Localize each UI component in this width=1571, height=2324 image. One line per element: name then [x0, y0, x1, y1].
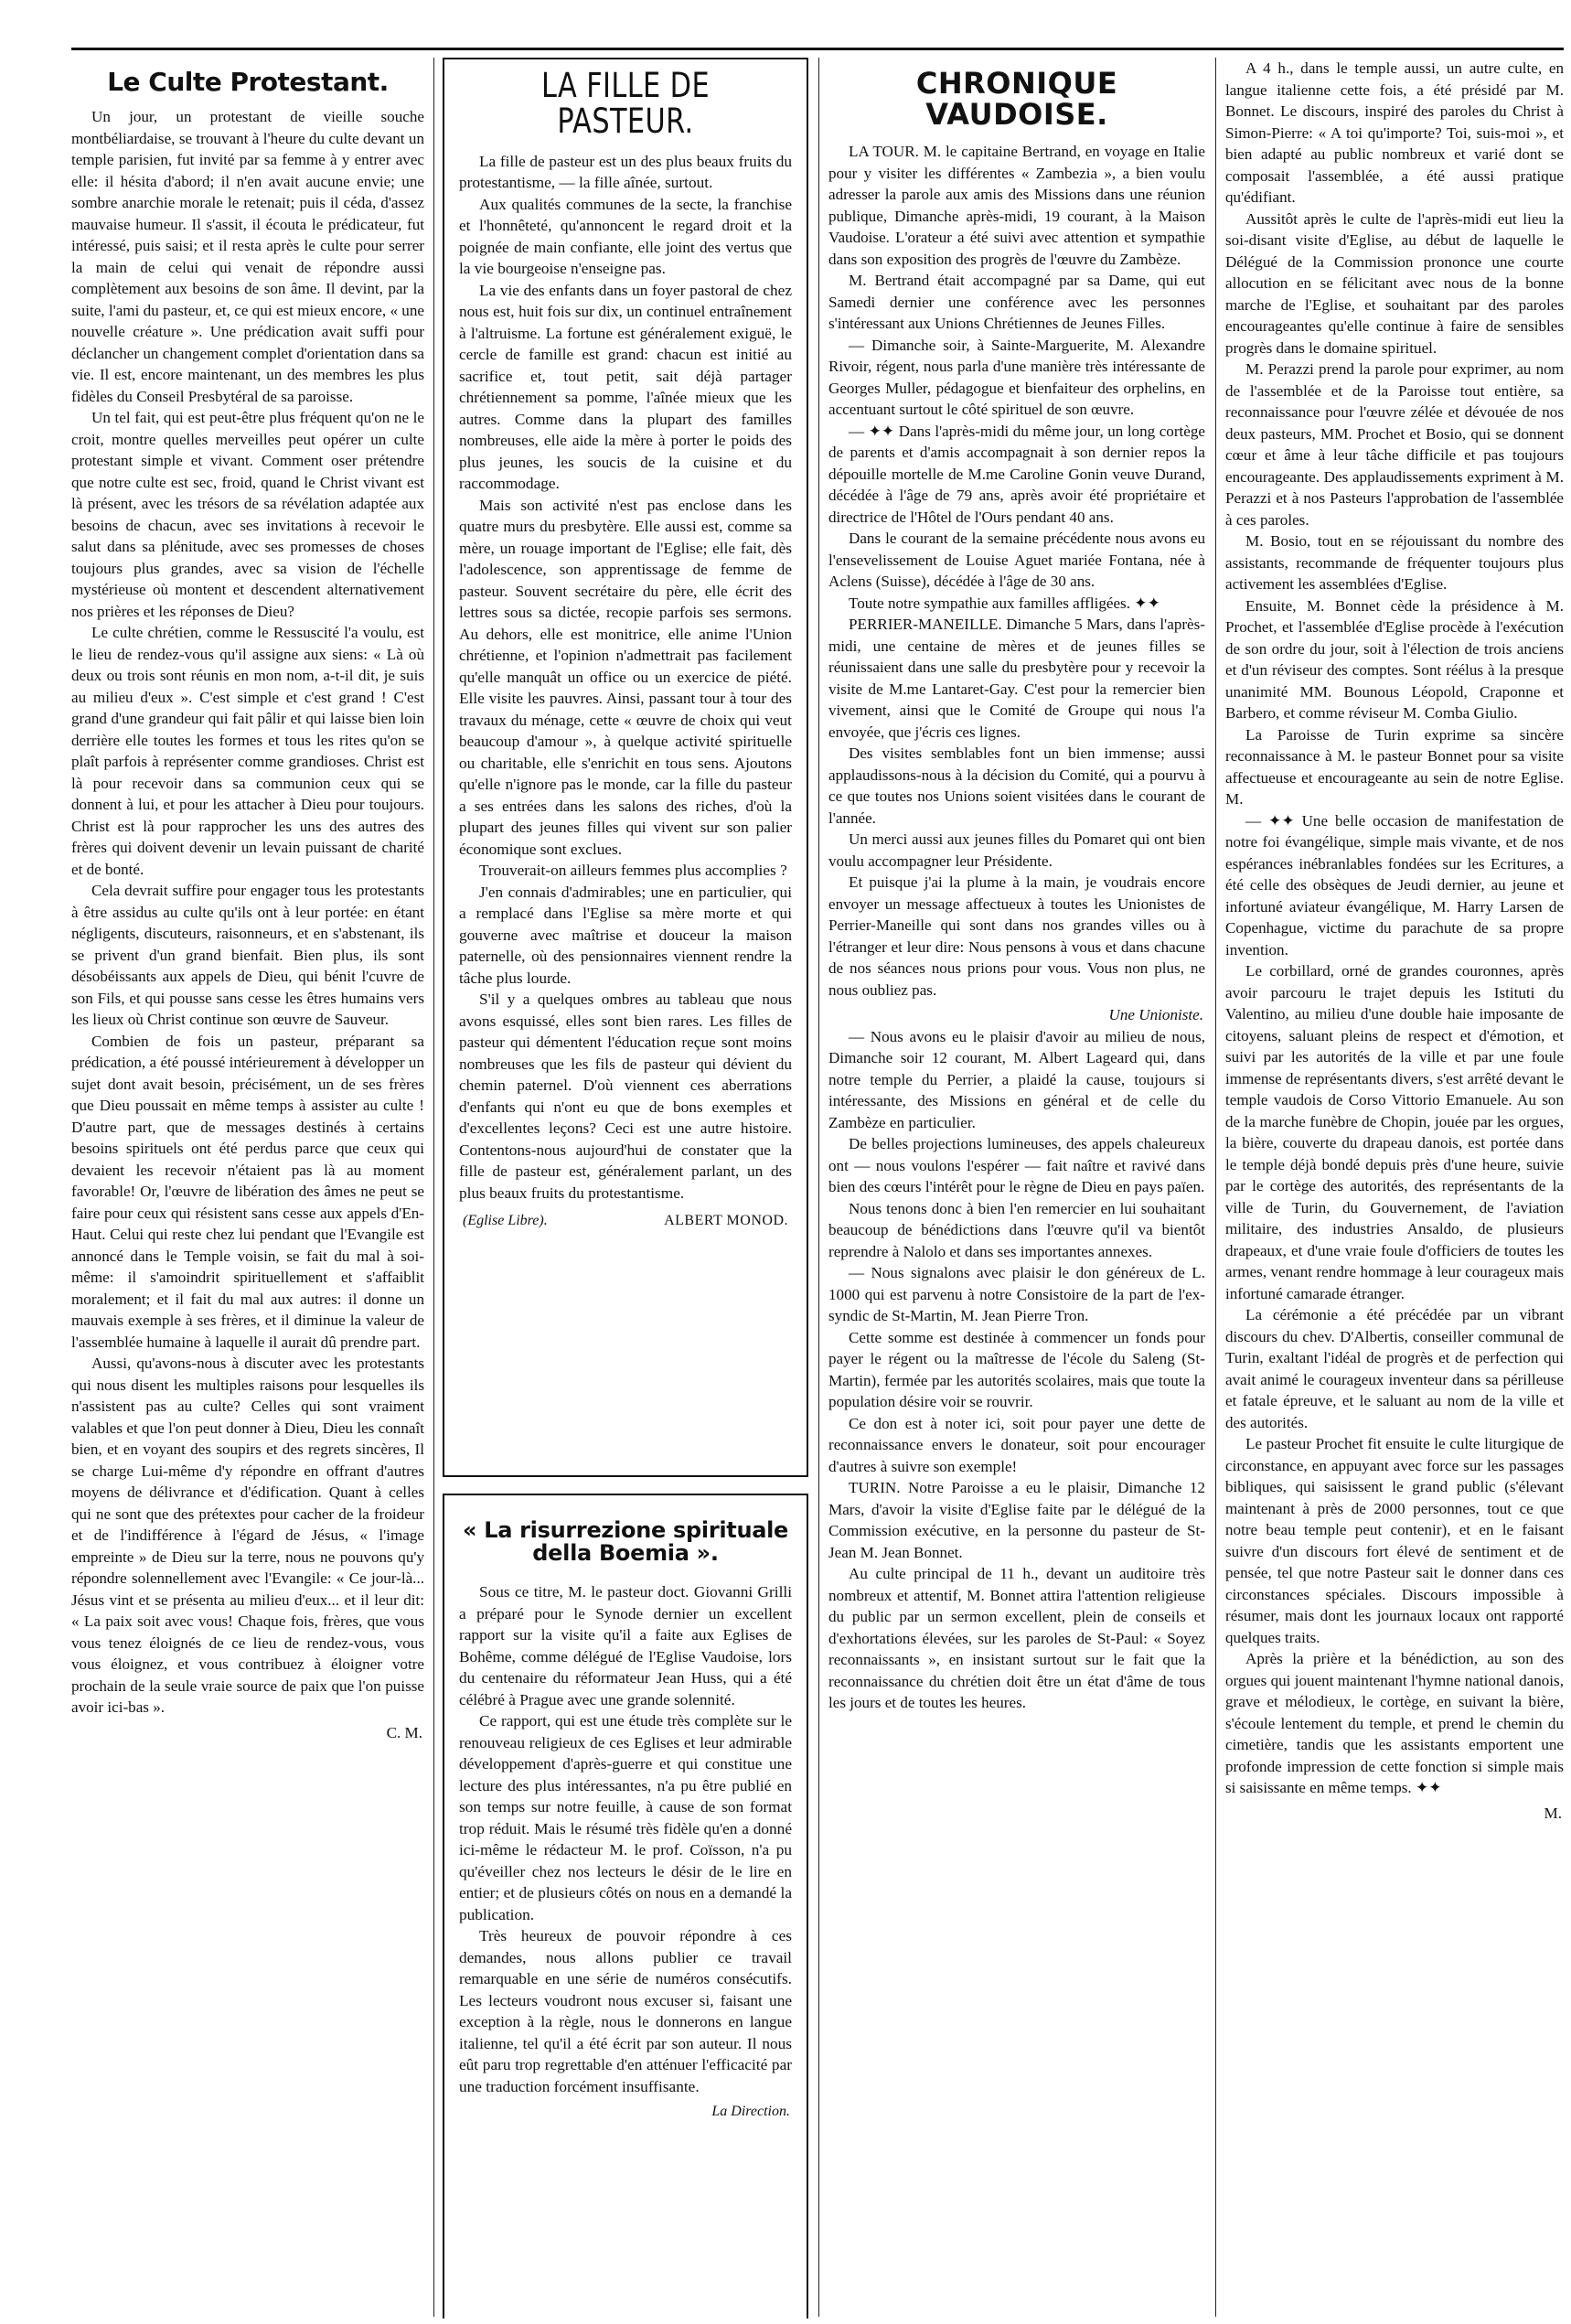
- paragraph: Un jour, un protestant de vieille souche montbéliardaise, se trouvant à l'heure du culte devant un temple parisien, fut invité par sa femme à y entrer avec elle: il hésita d'abord; il n'en avait aucune envie; une sombre anarchie morale le retenait; puis il céda, d'assez mauvaise humeur. Il s'assit, il écouta le prédicateur, fut intéressé, puis saisi; et il resta après le culte pour serrer la main de celui qui venait de répondre aussi complètement aux besoins de son âme. Il devint, par la suite, l'ami du pasteur, et, ce qui est mieux encore, « une nouvelle créature ». Une prédication avait suffi pour déclancher un changement complet d'orientation dans sa vie. Il est, encore maintenant, un des membres les plus fidèles du Conseil Presbytéral de sa paroisse.: [71, 108, 424, 405]
- paragraph: Le culte chrétien, comme le Ressuscité l'a voulu, est le lieu de rendez-vous qu'il assigne aux siens: « Là où deux ou trois sont réunis en mon nom, a-t-il dit, je suis au milieu d'eux ». C'est simple et c'est grand ! C'est grand d'une grandeur qui fait pâlir et qui laisse bien loin derrière elle toutes les formes et tous les rites qu'on se plaît parfois à représenter comme grandioses. Christ est là pour recevoir dans sa communion ceux qui se donnent à lui, et pour les attacher à Dieu pour toujours. Christ est là pour rapprocher les uns des autres des frères qui doivent devenir un levain puissant de charité et de bonté.: [71, 624, 424, 878]
- paragraph: — ✦✦ Dans l'après-midi du même jour, un long cortège de parents et d'amis accompagnait à son dernier repos la dépouille mortelle de M.me Caroline Gonin veuve Durand, décédée à l'âge de 79 ans, après avoir été propriétaire et directrice de l'Hôtel de l'Ours pendant 40 ans.: [828, 422, 1205, 526]
- column-rule: [433, 58, 434, 2317]
- paragraph: Toute notre sympathie aux familles affligées. ✦✦: [849, 594, 1160, 612]
- article-risurrezione-boemia: [443, 1495, 808, 2317]
- paragraph: Aussi, qu'avons-nous à discuter avec les protestants qui nous disent les multiples raisons pour lesquelles ils n'assistent pas au culte? Celles qui sont vraiment valables et que l'on peut donner à Dieu, Dieu les connaît bien, et en voyant des soupirs et des regrets sincères, Il se charge Lui-même d'y répondre en offrant d'autres moyens de délivrance et d'édification. Quant à celles qui ne sont que des prétextes pour cacher de la froideur et de l'indifférence à l'égard de Jésus, « l'image empreinte » de Dieu sur la terre, nous ne pouvons qu'y répondre solennellement avec l'Evangile: « Ce jour-là... Jésus vint et se présenta au milieu d'eux... et il leur dit: « La paix soit avec vous! Chaque fois, frères, que vous vous tenez éloignés de ce lieu de rendez-vous, vous vous éloignez, et vous contribuez à éloigner votre prochain de la seule vraie source de paix que l'on puisse avoir ici-bas ».: [71, 1355, 424, 1717]
- paragraph: PERRIER-MANEILLE. Dimanche 5 Mars, dans l'après-midi, une centaine de mères et de jeunes filles se réunissaient dans une salle du presbytère pour y recevoir la visite de M.me Lantaret-Gay. C'est pour la remercier bien vivement, ainsi que le Comité de Groupe qui nous l'a envoyée, que j'écris ces lignes.: [828, 616, 1205, 741]
- column-rule: [1215, 58, 1216, 2317]
- paragraph: Nous tenons donc à bien l'en remercier en lui souhaitant beaucoup de bénédictions dans l'œuvre qu'il va bientôt reprendre à Nalolo et dans ses importantes annexes.: [828, 1199, 1205, 1260]
- article-fille-de-pasteur: [443, 58, 808, 1473]
- paragraph: TURIN. Notre Paroisse a eu le plaisir, Dimanche 12 Mars, d'avoir la visite d'Eglise faite par le délégué de la Commission exécutive, en la personne du pasteur de St-Jean M. Jean Bonnet.: [828, 1479, 1205, 1561]
- column-rule: [818, 58, 819, 2317]
- paragraph: De belles projections lumineuses, des appels chaleureux ont — nous voulons l'espérer — fait naître et ravivé dans bien des cœurs l'intérêt pour le règne de Dieu en pays païen.: [828, 1135, 1205, 1196]
- paragraph: M. Bertrand était accompagné par sa Dame, qui eut Samedi dernier une conférence avec les personnes s'intéressant aux Unions Chrétiennes de Jeunes Filles.: [828, 272, 1205, 333]
- paragraph: Aussitôt après le culte de l'après-midi eut lieu la soi-disant visite d'Eglise, au début de laquelle le Délégué de la Commission prononce une courte allocution en se félicitant avec nous de la bonne marche de l'Eglise, et souhaitant par des paroles encourageantes qu'elle continue à faire de sensibles progrès dans le domaine spirituel.: [1225, 209, 1564, 357]
- paragraph: Après la prière et la bénédiction, au son des orgues qui jouent maintenant l'hymne national danois, grave et mélodieux, le cortège, en suivant la bière, s'écoule lentement du temple, et prend le chemin du cimetière, tandis que les assistants emportent une profonde impression de cette fonction si simple mais si saisissante en même temps. ✦✦: [1225, 1650, 1564, 1796]
- article-title: CHRONIQUE VAUDOISE.: [915, 66, 1118, 132]
- article-title: « La risurrezione spirituale della Boemia ».: [462, 1517, 789, 1567]
- byline: [463, 1213, 788, 1229]
- paragraph: Ce don est à noter ici, soit pour payer une dette de reconnaissance envers le donateur, soit pour encourager d'autres à suivre son exemple!: [828, 1414, 1205, 1475]
- article-title: Le Culte Protestant.: [107, 67, 389, 97]
- paragraph: Cette somme est destinée à commencer un fonds pour payer le régent ou la maîtresse de l'école du Saleng (St-Martin), fermée par les autorités scolaires, mais que toute la population désire voir se rouvrir.: [828, 1328, 1205, 1411]
- paragraph: M. Perazzi prend la parole pour exprimer, au nom de l'assemblée et de la Paroisse tout entière, sa reconnaissance pour l'œuvre zélée et dévouée de nos deux pasteurs, MM. Prochet et Bosio, qui se donnent cœur et âme à leur tâche difficile et pas toujours encourageante. Des applaudissements expriment à M. Perazzi et à nos Pasteurs l'approbation de l'assemblée à ces paroles.: [1225, 360, 1564, 529]
- paragraph: J'en connais d'admirables; une en particulier, qui a remplacé dans l'Eglise sa mère morte et qui gouverne avec maîtrise et douceur la maison paternelle, où des pensionnaires viennent rendre la tâche plus lourde.: [459, 883, 792, 987]
- newspaper-page: [71, 48, 1564, 2317]
- paragraph: Le corbillard, orné de grandes couronnes, après avoir parcouru le trajet depuis les Istituti du Valentino, au milieu d'une double haie imposante de citoyens, saluant pleins de respect et d'émotion, et suivi par les autorités de la ville et par une foule immense de représentants divers, s'est arrêté devant le temple vaudois de Corso Vittorio Emanuele. Au son de la marche funèbre de Chopin, jouée par les orgues, la bière, couverte du drapeau danois, est portée dans le temple déjà bondé depuis près d'une heure, suivie par le cortège des autorités, des représentants de la ville de Turin, du Gouvernement, de l'aviation militaire, des industries Ansaldo, de plusieurs drapeaux, et d'une vraie foule d'officiers de toutes les armes, venant rendre hommage à leur courageux mais infortuné camarade étranger.: [1225, 962, 1564, 1302]
- paragraph: Mais son activité n'est pas enclose dans les quatre murs du presbytère. Elle aussi est, comme sa mère, un rouage important de l'Eglise; elle fait, dès l'adolescence, son apprentissage de femme de pasteur. Souvent secrétaire du père, elle écrit des lettres sous sa dictée, recopie parfois ses sermons. Au dehors, elle est monitrice, elle anime l'Union chrétienne, et l'opinion n'admettrait pas facilement qu'elle manquât un office ou un exercice de piété. Elle visite les pauvres. Ainsi, passant tour à tour des travaux du ménage, cette « œuvre de choix qui veut beaucoup d'amour », à quelque activité spirituelle ou charitable, elle s'enrichit en tous sens. Ajoutons qu'elle n'ignore pas le monde, car la fille du pasteur a ses entrées dans les salons des riches, d'où la plupart des jeunes filles qui vivent sur son palier économique sont exclues.: [459, 496, 792, 858]
- signature: C. M.: [386, 1723, 422, 1741]
- paragraph: — Nous avons eu le plaisir d'avoir au milieu de nous, Dimanche soir 12 courant, M. Albert Lageard qui, dans notre temple du Perrier, a plaidé la cause, toujours si intéressante, des Missions en général et de celle du Zambèze en particulier.: [828, 1027, 1205, 1131]
- paragraph: Des visites semblables font un bien immense; aussi applaudissons-nous à la décision du Comité, qui a pourvu à ce que toutes nos Unions soient visitées dans le courant de l'année.: [828, 744, 1205, 827]
- paragraph: Trouverait-on ailleurs femmes plus accomplies ?: [479, 862, 787, 880]
- paragraph: Aux qualités communes de la secte, la franchise et l'honnêteté, qu'annoncent le regard droit et la poignée de main confiante, elle joint des vertus que la vie bourgeoise n'enseigne pas.: [459, 195, 792, 278]
- paragraph: Au culte principal de 11 h., devant un auditoire très nombreux et attentif, M. Bonnet attira l'attention religieuse du public par un sermon excellent, plein de conseils et d'exhortations élevées, sur les paroles de St-Paul: « Soyez reconnaissants », en insistant surtout sur le fait que la reconnaissance du chrétien doit être un état d'âme de tous les jours et de toutes les heures.: [828, 1565, 1205, 1712]
- paragraph: A 4 h., dans le temple aussi, un autre culte, en langue italienne cette fois, a été présidé par M. Bonnet. Le discours, inspiré des paroles du Christ à Simon-Pierre: « A toi qu'importe? Toi, suis-moi », et bien adapté au public nombreux et varié dont se composait l'assemblée, a été aussi pratique qu'édifiant.: [1225, 59, 1564, 206]
- paragraph: Cela devrait suffire pour engager tous les protestants à être assidus au culte qu'ils ont à leur portée: en étant négligents, discuteurs, raisonneurs, et en s'abstenant, ils se privent d'un grand bienfait. Bien plus, ils sont désobéissants aux appels de Dieu, qui bénit l'cuvre de son Fils, et qui pousse sans cesse les êtres humains vers les lieux où Christ continue son œuvre de Sauveur.: [71, 882, 424, 1029]
- paragraph: Le pasteur Prochet fit ensuite le culte liturgique de circonstance, en appuyant avec force sur les passages bibliques, qui saisissent le grand public (s'élevant maintenant à près de 2000 personnes, tout ce que notre beau temple peut contenir), et en le faisant suivre d'un discours fort élevé de sentiment et de pensée, tel que notre Pasteur sait le donner dans ces circonstances spéciales. Discours impossible à résumer, mais dont les journaux locaux ont rapporté quelques traits.: [1225, 1435, 1564, 1646]
- paragraph: Ce rapport, qui est une étude très complète sur le renouveau religieux de ces Eglises et leur admirable développement d'après-guerre et qui constitue une lecture des plus intéressantes, n'a pu être publié en son temps sur notre feuille, à cause de son format trop réduit. Mais le résumé très fidèle qu'en a donné ici-même le rédacteur M. le prof. Coïsson, n'a pu qu'éveiller chez nos lecteurs le désir de le lire en entier; et de plusieurs côtés on nous en a demandé la publication.: [459, 1712, 792, 1923]
- article-chronique-continued: [1225, 58, 1564, 2317]
- article-culte-protestant: [71, 58, 424, 2317]
- paragraph: Et puisque j'ai la plume à la main, je voudrais encore envoyer un message affectueux à toutes les Unionistes de Perrier-Maneille qui sont dans nos grandes villes ou à l'étranger et leur dire: Nous pensons à vous et dans chacune de nos séances nous prions pour vous. Vous non plus, ne nous oubliez pas.: [828, 873, 1205, 999]
- paragraph: LA TOUR. M. le capitaine Bertrand, en voyage en Italie pour y visiter les différentes « Zambezia », a bien voulu adresser la parole aux amis des Missions dans une réunion publique, Dimanche après-midi, 19 courant, à la Maison Vaudoise. L'orateur a été suivi avec attention et sympathie dans son exposition des progrès de l'œuvre du Zambèze.: [828, 143, 1205, 268]
- author-name: ALBERT MONOD.: [664, 1213, 788, 1229]
- signature: La Direction.: [711, 2104, 790, 2120]
- paragraph: Un tel fait, qui est peut-être plus fréquent qu'on ne le croit, montre quelles merveilles peut opérer un culte protestant simple et vivant. Comment oser prétendre que notre culte est sec, froid, quand le Christ vivant est là présent, avec les trésors de sa révélation adaptée aux besoins de chacun, avec ses invitations à recevoir le salut dans sa plénitude, avec ses promesses de choses toujours plus grandes, avec sa vision de l'échelle mystérieuse où montent et descendent alternativement nos prières et les réponses de Dieu?: [71, 409, 424, 620]
- paragraph: La Paroisse de Turin exprime sa sincère reconnaissance à M. le pasteur Bonnet pour sa visite affectueuse et encourageante au sein de notre Eglise. M.: [1225, 725, 1564, 808]
- article-chronique-vaudoise: [828, 58, 1205, 2317]
- paragraph: — ✦✦ Une belle occasion de manifestation de notre foi évangélique, simple mais vivante, et de nos espérances inébranlables fondées sur les Ecritures, a été celle des obsèques de Jeudi dernier, au jeune et infortuné aviateur évangélique, M. Harry Larsen de Copenhague, victime du parachute de sa propre invention.: [1225, 811, 1564, 959]
- paragraph: Dans le courant de la semaine précédente nous avons eu l'ensevelissement de Louise Aguet mariée Fontana, née à Aclens (Suisse), décédée à l'âge de 30 ans.: [828, 530, 1205, 591]
- paragraph: Un merci aussi aux jeunes filles du Pomaret qui ont bien voulu accompagner leur Présidente.: [828, 830, 1205, 870]
- source-label: (Eglise Libre).: [463, 1213, 548, 1229]
- paragraph: S'il y a quelques ombres au tableau que nous avons esquissé, elles sont bien rares. Les filles de pasteur qui démentent l'éducation reçue sont moins nombreuses que les fils de pasteur qui dévient du chemin paternel. D'où viennent ces aberrations d'enfants qui n'ont eu que de bons exemples et d'excellentes leçons? Ceci est une autre histoire. Contentons-nous aujourd'hui de constater que la fille de pasteur est, généralement parlant, un des plus beaux fruits du protestantisme.: [459, 991, 792, 1202]
- paragraph: M. Bosio, tout en se réjouissant du nombre des assistants, recommande de fréquenter toujours plus activement les assemblées d'Eglise.: [1225, 532, 1564, 593]
- paragraph: La fille de pasteur est un des plus beaux fruits du protestantisme, — la fille aînée, surtout.: [459, 152, 792, 192]
- signature: Une Unioniste.: [1108, 1006, 1203, 1024]
- paragraph: Très heureux de pouvoir répondre à ces demandes, nous allons publier ce travail remarquable en une série de numéros consécutifs. Les lecteurs voudront nous excuser si, faisant une exception à la règle, nous le donnerons en langue italienne, tel qu'il a été écrit par son auteur. Il nous eût paru trop regrettable d'en atténuer l'efficacité par une traduction forcément insuffisante.: [459, 1927, 792, 2095]
- paragraph: — Dimanche soir, à Sainte-Marguerite, M. Alexandre Rivoir, régent, nous parla d'une manière très intéressante de Georges Muller, pédagogue et bienfaiteur des orphelins, en accentuant surtout le côté spirituel de son œuvre.: [828, 336, 1205, 419]
- paragraph: La vie des enfants dans un foyer pastoral de chez nous est, huit fois sur dix, un continuel entraînement à l'altruisme. La fortune est généralement exiguë, le cercle de famille est grand: chacun est initié au sacrifice et, tout petit, sait déjà partager chrétiennement sa pomme, l'aînée mieux que les autres. Comme dans la plupart des familles nombreuses, elle aide la mère à porter le poids des plus jeunes, les soucis de la cuisine et du raccommodage.: [459, 281, 792, 493]
- paragraph: Sous ce titre, M. le pasteur doct. Giovanni Grilli a préparé pour le Synode dernier un excellent rapport sur la visite qu'il a faite aux Eglises de Bohême, comme délégué de l'Eglise Vaudoise, lors du centenaire du réformateur Jean Huss, qui a été célébré à Prague avec une grande solennité.: [459, 1583, 792, 1708]
- paragraph: — Nous signalons avec plaisir le don généreux de L. 1000 qui est parvenu à notre Consistoire de la part de l'ex-syndic de St-Martin, M. Jean Pierre Tron.: [828, 1264, 1205, 1325]
- paragraph: Combien de fois un pasteur, préparant sa prédication, a été poussé intérieurement à développer un sujet dont avait besoin, précisément, un de ses frères que Dieu poussait en même temps à assister au culte ! D'autre part, que de messages destinés à certains besoins spirituels ont été perdus parce que ceux qui devaient les recevoir n'étaient pas là au moment favorable! Or, l'œuvre de libération des âmes ne peut se faire pour ceux qui résistent sans cesse aux appels d'En-Haut. Celui qui reste chez lui pendant que l'Evangile est annoncé dans le Temple voisin, se fait du mal à soi-même: il s'amoindrit spirituellement et s'affaiblit moralement; et il fait du mal aux autres: il donne un mauvais exemple à ses frères, et il diminue la valeur de l'assemblée humaine à laquelle il aurait dû prendre part.: [71, 1032, 424, 1351]
- paragraph: Ensuite, M. Bonnet cède la présidence à M. Prochet, et l'assemblée d'Eglise procède à l'exécution de son ordre du jour, soit à l'élection de trois anciens et d'un réviseur des comptes. Sont réélus à la presque unanimité MM. Bounous Léopold, Craponne et Barbero, et comme réviseur M. Comba Giulio.: [1225, 596, 1564, 722]
- signature: M.: [1544, 1804, 1562, 1822]
- paragraph: La cérémonie a été précédée par un vibrant discours du chev. D'Albertis, conseiller communal de Turin, exaltant l'idéal de progrès et de perfection qui avait animé le courageux inventeur dans sa périlleuse et fatale épreuve, et le saluant au nom de la ville et des autorités.: [1225, 1306, 1564, 1431]
- article-title: LA FILLE DE PASTEUR.: [540, 66, 711, 141]
